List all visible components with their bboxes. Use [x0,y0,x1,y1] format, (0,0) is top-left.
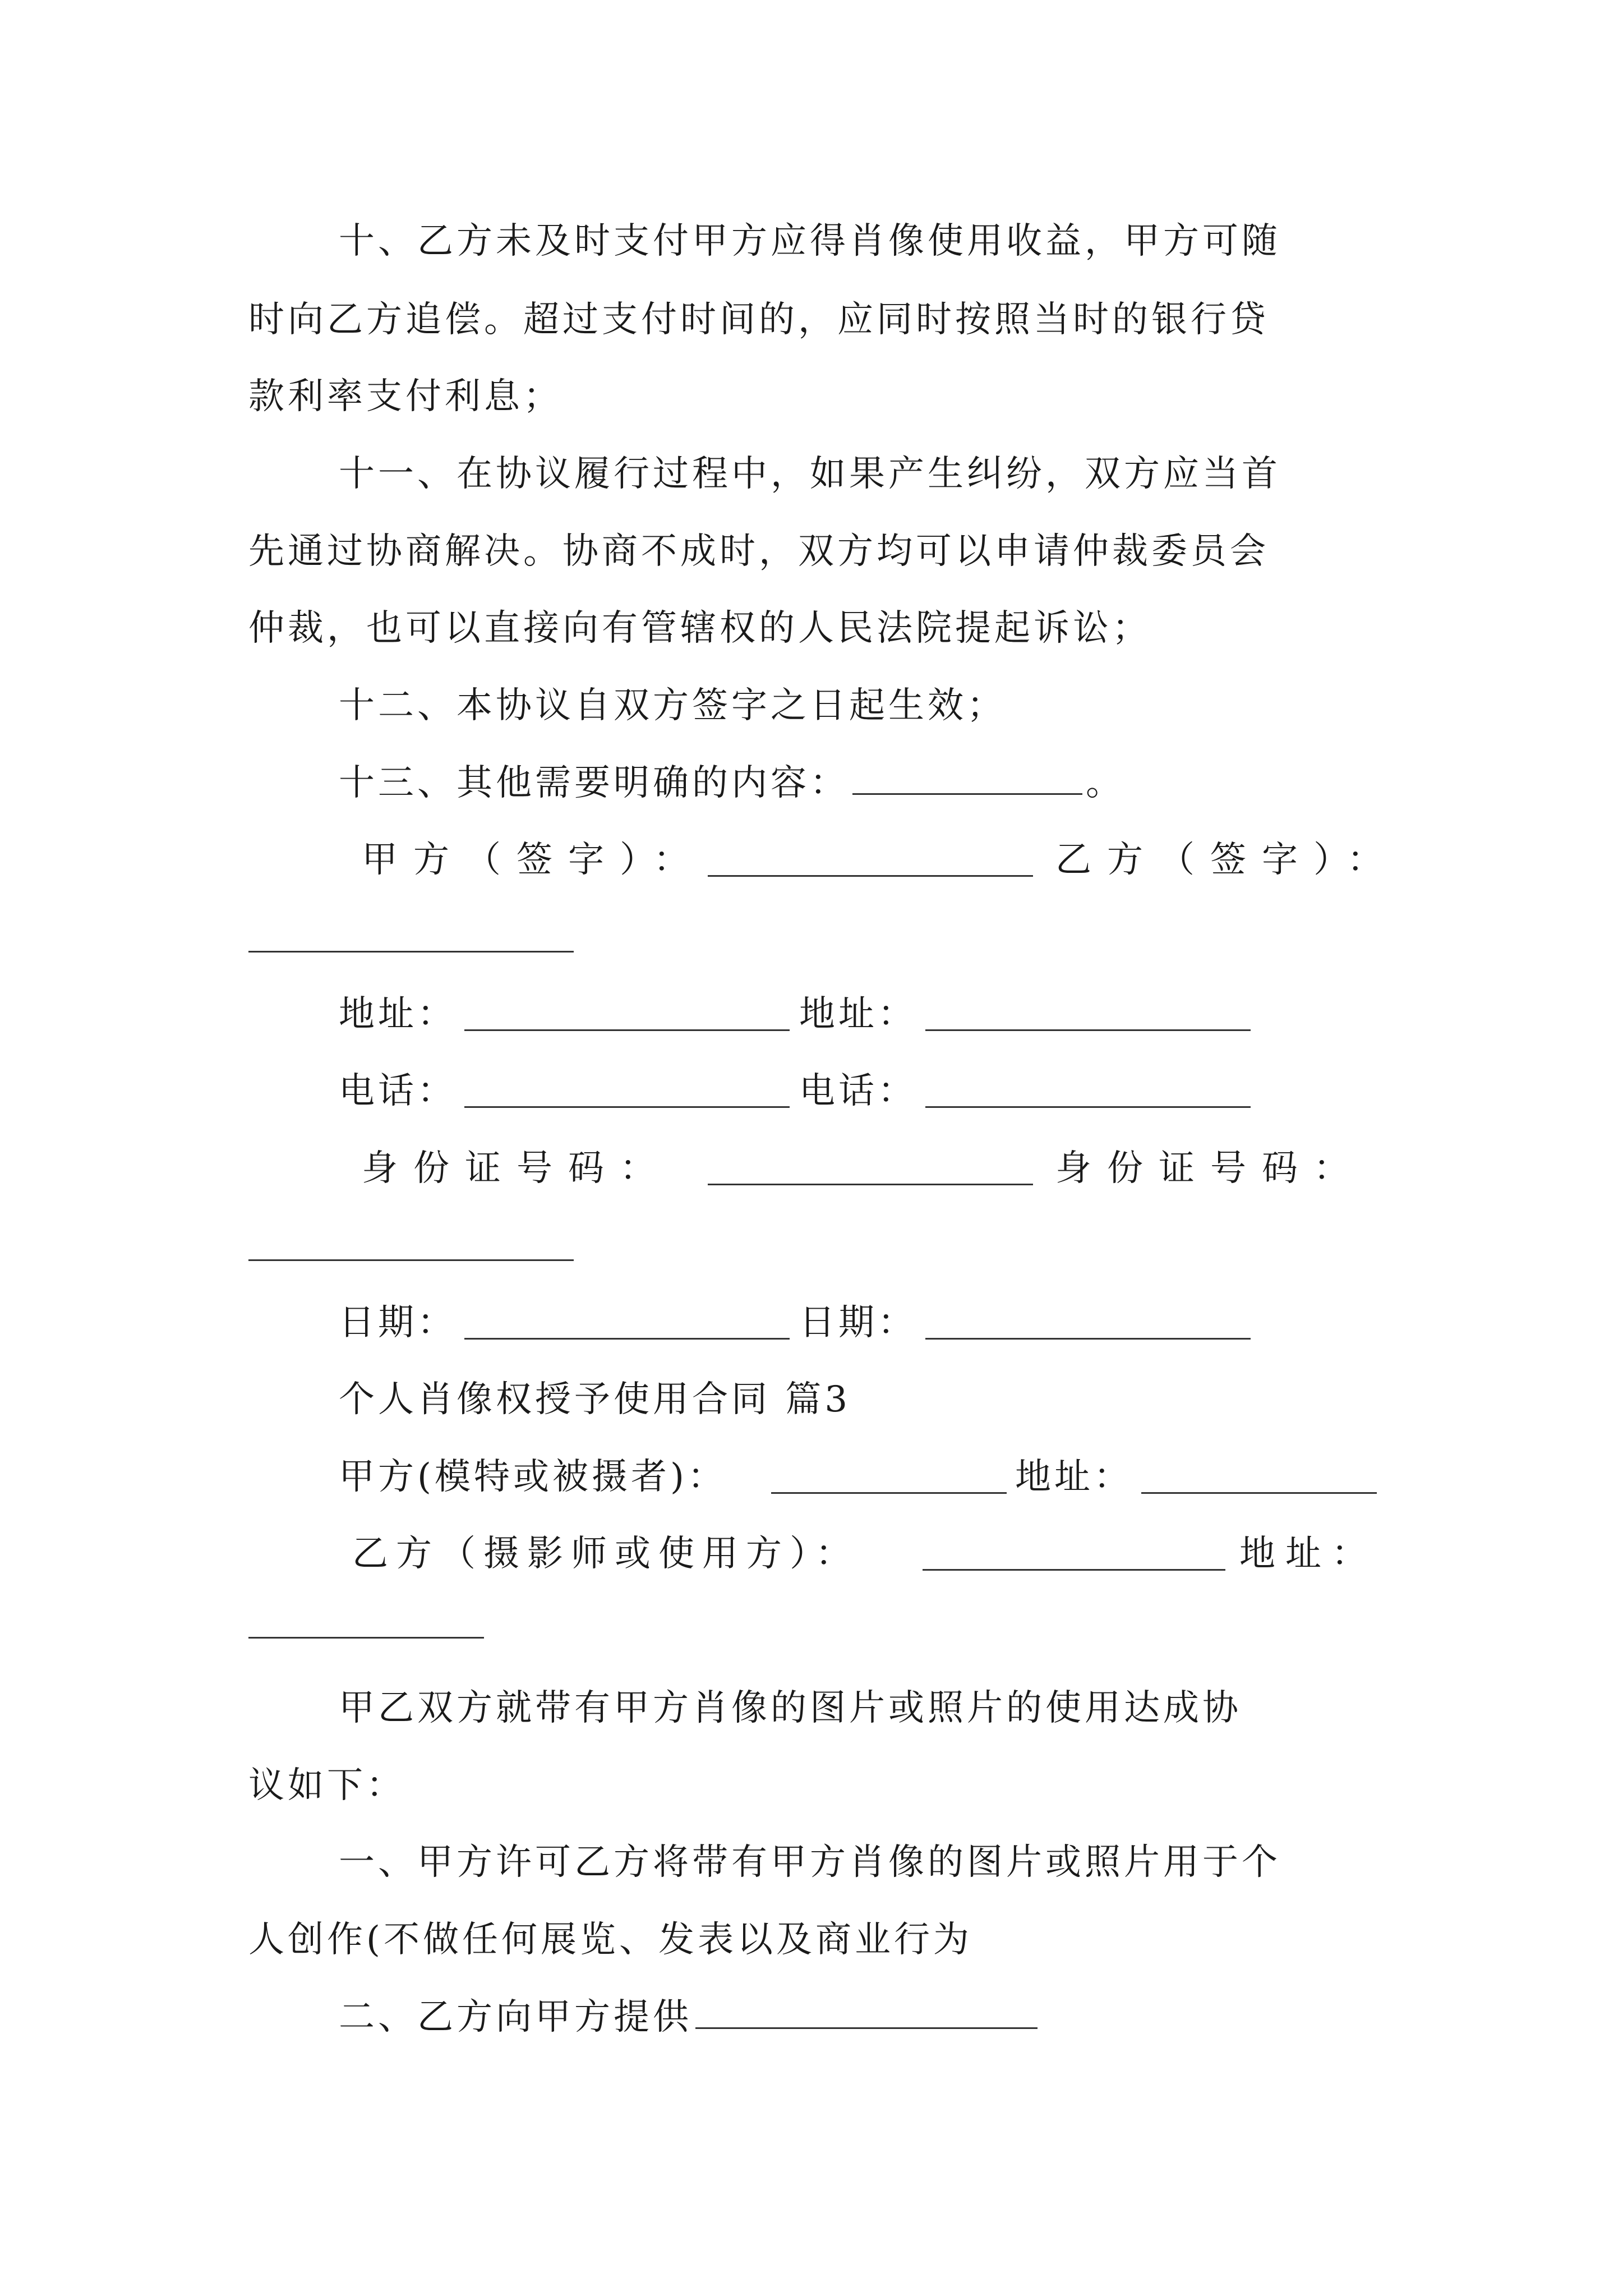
id-b-label: 身份证号码： [1055,1148,1365,1189]
clause-1-line-1: 一、甲方许可乙方将带有甲方肖像的图片或照片用于个 [339,1842,1281,1883]
clause-13-text: 十三、其他需要明确的内容： [339,762,849,804]
clause-10-line-3: 款利率支付利息； [248,376,562,417]
address-b-blank [925,1029,1251,1031]
party-b-address-label: 地址： [1239,1533,1377,1575]
party-b-photographer-blank [923,1569,1225,1571]
clause-2 [339,1995,1041,2040]
date-a-label: 日期： [339,1302,457,1343]
clause-13-period: 。 [1086,762,1125,804]
clause-12: 十二、本协议自双方签字之日起生效； [339,685,1006,726]
clause-11-line-3: 仲裁，也可以直接向有管辖权的人民法院提起诉讼； [248,608,1151,649]
date-b-blank [925,1338,1251,1340]
party-a-model-blank [771,1492,1007,1494]
section-title: 个人肖像权授予使用合同 篇3 [339,1379,851,1420]
date-b-label: 日期： [799,1302,917,1343]
party-b-address-blank [248,1637,484,1639]
clause-2-text: 二、乙方向甲方提供 [339,1996,692,2038]
phone-b-blank [925,1106,1251,1108]
party-a-model-label: 甲方(模特或被摄者)： [339,1456,727,1498]
id-b-blank [248,1259,574,1261]
clause-10-line-1: 十、乙方未及时支付甲方应得肖像使用收益，甲方可随 [339,220,1281,262]
party-b-signature-label: 乙方（签字）： [1055,839,1399,881]
clause-1-line-2: 人创作(不做任何展览、发表以及商业行为 [248,1919,972,1961]
clause-13-blank [852,762,1082,795]
id-a-blank [708,1184,1033,1185]
address-b-label: 地址： [799,993,917,1035]
clause-2-blank [695,1996,1038,2029]
phone-a-blank [464,1106,790,1108]
intro-line-1: 甲乙双方就带有甲方肖像的图片或照片的使用达成协 [339,1687,1242,1729]
address-a-blank [464,1029,790,1031]
clause-11-line-1: 十一、在协议履行过程中，如果产生纠纷，双方应当首 [339,453,1281,495]
clause-13 [339,761,1125,806]
date-a-blank [464,1338,790,1340]
signature-row [362,838,705,882]
address-a-label: 地址： [339,993,457,1035]
party-a-address-blank [1141,1492,1377,1494]
party-b-signature [1055,838,1399,882]
clause-10-line-2: 时向乙方追偿。超过支付时间的，应同时按照当时的银行贷 [248,299,1269,341]
phone-b-label: 电话： [799,1070,917,1112]
party-b-photographer-label: 乙方（摄影师或使用方）： [352,1533,859,1575]
clause-11-line-2: 先通过协商解决。协商不成时，双方均可以申请仲裁委员会 [248,531,1269,572]
intro-line-2: 议如下： [248,1765,405,1806]
id-a-label: 身份证号码： [362,1148,671,1189]
party-a-address-label: 地址： [1015,1456,1133,1498]
party-a-signature-blank [708,875,1033,877]
party-a-signature-label: 甲方（签字）： [362,839,705,881]
phone-a-label: 电话： [339,1070,457,1112]
party-b-signature-blank [248,951,574,953]
